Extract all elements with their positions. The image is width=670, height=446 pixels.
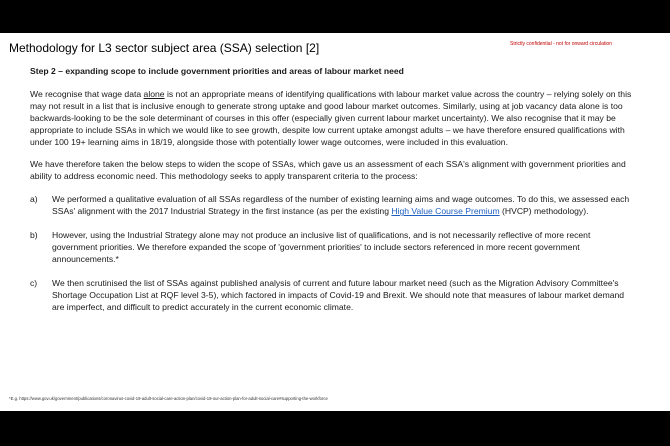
step-heading: Step 2 – expanding scope to include government priorities and areas of labour market need bbox=[30, 66, 404, 76]
list-item-text: We performed a qualitative evaluation of all SSAs regardless of the number of existing learning aims and wage outcomes. To do this, we assessed each SSAs' alignment with the 2017 Industrial Strategy in the first instance (as per the existing bbox=[52, 194, 630, 217]
list-marker: c) bbox=[30, 277, 38, 288]
underlined-word: alone bbox=[143, 88, 165, 99]
hvcp-link[interactable]: High Value Course Premium bbox=[391, 206, 500, 217]
footnote: *E.g. https://www.gov.uk/government/publications/coronavirus-covid-19-adult-social-care-action-plan/covid-19-our-action-plan-for-adult-social-care#supporting-the-workforce bbox=[9, 396, 328, 401]
paragraph-text: is not an appropriate means of identifying qualifications with labour market value across the country – relying solely on this may not result in a list that is inclusive enough to generate strong uptake and good labour market outcomes. Similarly, using at job vacancy data alone is too backwards-looking to be the sole determinant of courses in this offer (especially given current labour market uncertainty). We also recognise that it may be appropriate to include SSAs in which we would like to see growth, despite low current uptake amongst adults – we have therefore ensured qualifications with under 100 19+ learning aims in 18/19, alongside those with potentially lower wage outcomes, were included in this evaluation. bbox=[30, 88, 632, 147]
confidentiality-notice: Strictly confidential - not for onward circulation bbox=[510, 41, 612, 47]
list-item-a bbox=[30, 194, 633, 218]
list-item-text: (HVCP) methodology). bbox=[499, 206, 589, 217]
paragraph-wage-data bbox=[30, 89, 633, 149]
slide-body bbox=[30, 66, 633, 326]
paragraph-steps-intro: We have therefore taken the below steps to widen the scope of SSAs, which gave us an assessment of each SSA's alignment with government priorities and ability to address economic need. This methodology seeks to apply transparent criteria to the process: bbox=[30, 159, 626, 182]
slide bbox=[0, 33, 670, 411]
list-item-text: However, using the Industrial Strategy alone may not produce an inclusive list of qualifications, and is not necessarily reflective of more recent government priorities. We therefore expanded the scope of 'government priorities' to include sectors referenced in more recent government announcements.* bbox=[52, 230, 591, 264]
slide-title: Methodology for L3 sector subject area (SSA) selection [2] bbox=[9, 41, 320, 55]
list-item-c bbox=[30, 278, 633, 314]
list-item-text: We then scrutinised the list of SSAs against published analysis of current and future labour market need (such as the Migration Advisory Committee's Shortage Occupation List at RQF level 3-5), which factored in impacts of Covid-19 and Brexit. We should note that measures of labour market demand are imperfect, and difficult to predict accurately in the current economic climate. bbox=[52, 277, 625, 312]
paragraph-text: We recognise that wage data bbox=[30, 88, 144, 99]
list-marker: a) bbox=[30, 194, 38, 205]
list-marker: b) bbox=[30, 230, 38, 241]
list-item-b bbox=[30, 230, 633, 266]
